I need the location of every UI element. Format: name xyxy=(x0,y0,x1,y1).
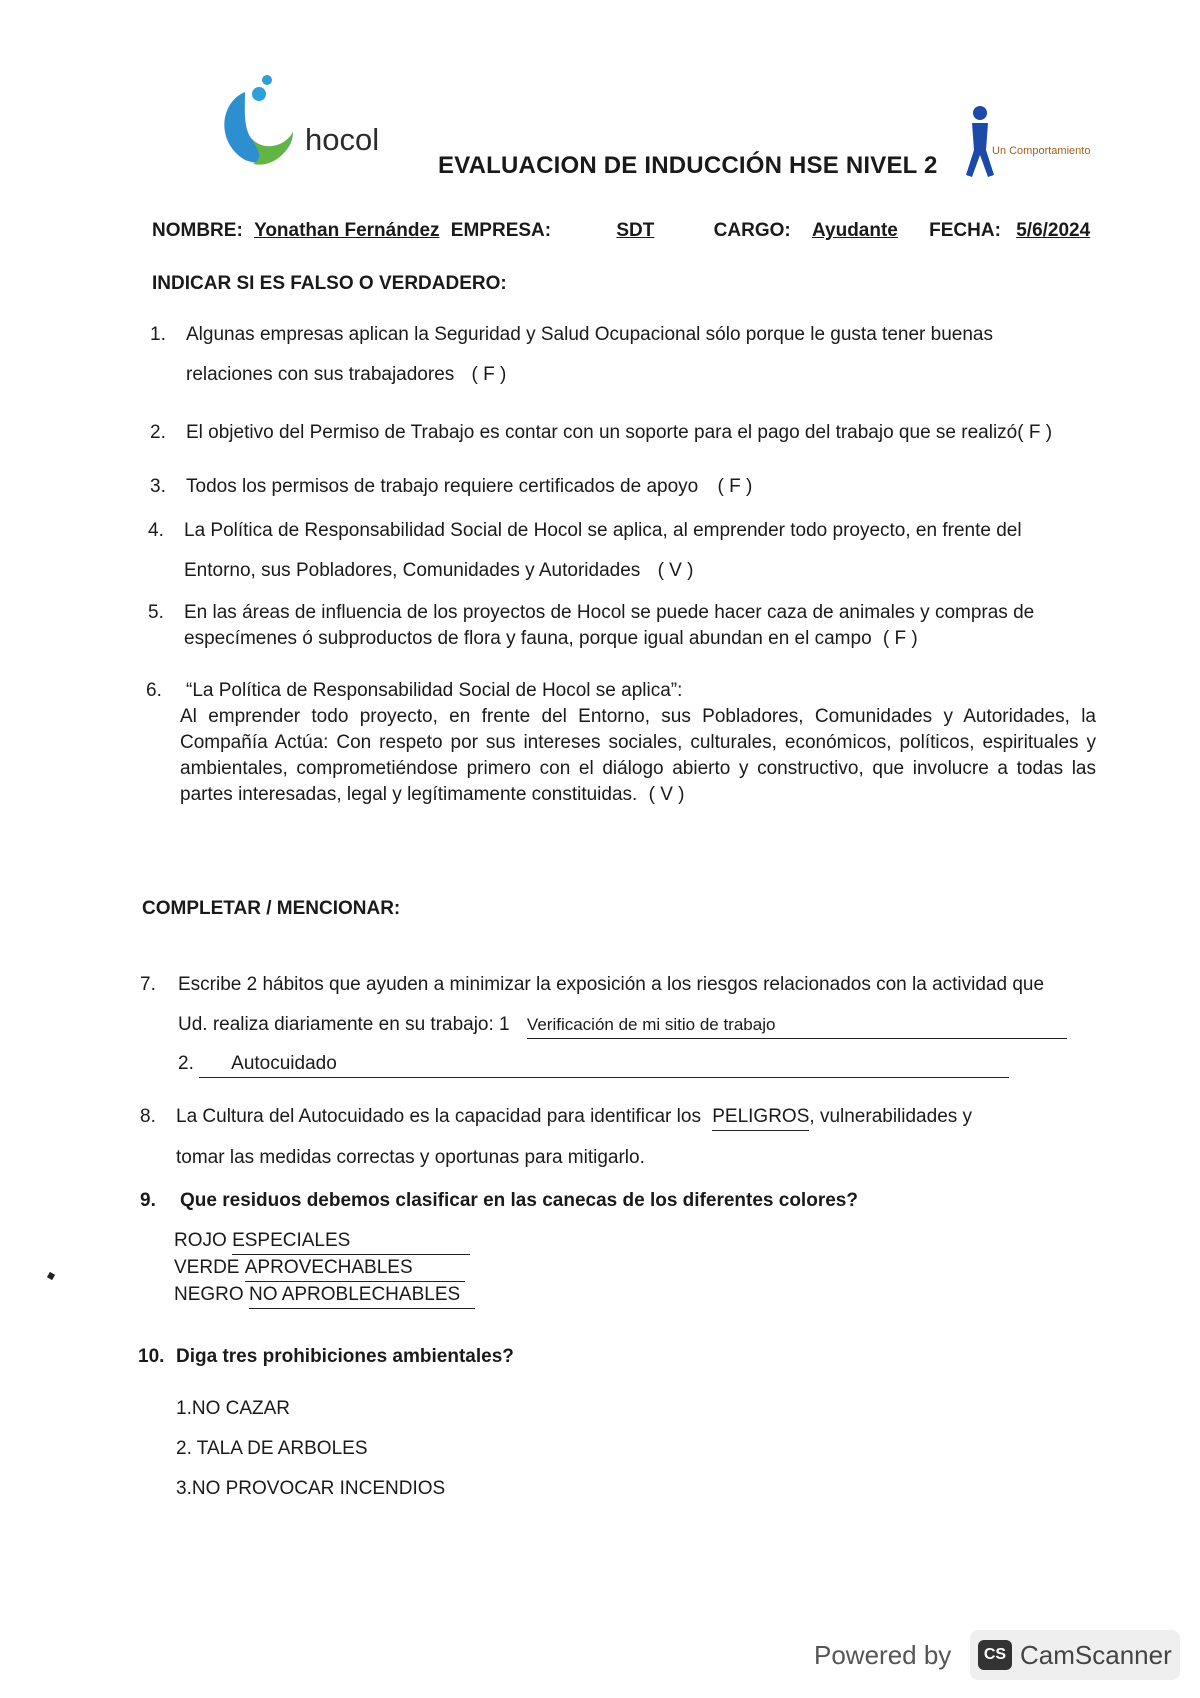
bin-value: NO APROBLECHABLES xyxy=(249,1282,475,1309)
q4-num: 4. xyxy=(148,520,164,541)
q1-line1: Algunas empresas aplican la Seguridad y Salud Ocupacional sólo porque le gusta tener buenas xyxy=(186,324,993,345)
q3-text: Todos los permisos de trabajo requiere certificados de apoyo xyxy=(186,476,699,497)
q6-body: Al emprender todo proyecto, en frente del Entorno, sus Pobladores, Comunidades y Autoridades, la Compañía Actúa: Con respeto por sus intereses sociales, culturales, económicos, políticos, espirituales y ambientales, comprometiéndose primero con el diálogo abierto y constructivo, que involucre a todas las partes interesadas, legal y legítimamente constituidas. xyxy=(180,706,1096,805)
bin-label: NEGRO xyxy=(174,1284,244,1305)
q10-item: 3.NO PROVOCAR INCENDIOS xyxy=(176,1478,446,1499)
q10-item: 2. TALA DE ARBOLES xyxy=(176,1438,368,1459)
question-1 xyxy=(150,322,1080,388)
q7-label2: 2. xyxy=(178,1053,194,1074)
logo-text: hocol xyxy=(305,122,380,157)
question-5 xyxy=(148,600,1088,652)
comportamiento-text: Un Comportamiento xyxy=(992,145,1091,157)
q3-num: 3. xyxy=(150,476,166,497)
q10-item: 1.NO CAZAR xyxy=(176,1398,291,1419)
q8-answer: PELIGROS xyxy=(712,1104,809,1131)
question-6 xyxy=(146,678,1096,808)
q9-text: Que residuos debemos clasificar en las canecas de los diferentes colores? xyxy=(180,1190,858,1211)
q7-num: 7. xyxy=(140,974,156,995)
bin-label: ROJO xyxy=(174,1230,227,1251)
question-2 xyxy=(150,420,1110,446)
q7-answer2: Autocuidado xyxy=(199,1051,1009,1078)
q1-answer: ( F ) xyxy=(471,364,507,385)
q5-num: 5. xyxy=(148,602,164,623)
q5-answer: ( F ) xyxy=(882,628,918,649)
empresa-value: SDT xyxy=(616,220,655,241)
cargo-label: CARGO: xyxy=(713,220,791,241)
q10-num: 10. xyxy=(138,1346,165,1367)
q4-answer: ( V ) xyxy=(657,560,694,581)
info-row xyxy=(152,220,1090,242)
fecha-value: 5/6/2024 xyxy=(1016,220,1091,241)
bin-row-rojo xyxy=(174,1228,1100,1255)
q7-line2: Ud. realiza diariamente en su trabajo: 1 xyxy=(178,1014,510,1035)
q6-num: 6. xyxy=(146,680,162,701)
q7-line1: Escribe 2 hábitos que ayuden a minimizar la exposición a los riesgos relacionados con la actividad que xyxy=(178,974,1045,995)
bin-row-negro xyxy=(174,1282,1100,1309)
nombre-value: Yonathan Fernández xyxy=(254,220,440,241)
empresa-label: EMPRESA: xyxy=(450,220,552,241)
section1-title: INDICAR SI ES FALSO O VERDADERO: xyxy=(152,273,507,294)
bin-value: APROVECHABLES xyxy=(245,1255,465,1282)
q4-line2: Entorno, sus Pobladores, Comunidades y Autoridades xyxy=(184,560,641,581)
bin-value: ESPECIALES xyxy=(232,1228,470,1255)
powered-by: Powered by xyxy=(814,1640,952,1670)
q8-num: 8. xyxy=(140,1106,156,1127)
q1-line2: relaciones con sus trabajadores xyxy=(186,364,455,385)
question-9 xyxy=(140,1188,1100,1309)
q5-line2: especímenes ó subproductos de flora y fauna, porque igual abundan en el campo xyxy=(184,628,872,649)
q8-line1b: , vulnerabilidades y xyxy=(809,1106,973,1127)
q10-text: Diga tres prohibiciones ambientales? xyxy=(176,1346,514,1367)
q5-line1: En las áreas de influencia de los proyectos de Hocol se puede hacer caza de animales y compras de xyxy=(184,602,1035,623)
section2-title: COMPLETAR / MENCIONAR: xyxy=(142,898,401,919)
q4-line1: La Política de Responsabilidad Social de Hocol se aplica, al emprender todo proyecto, en frente del xyxy=(184,520,1022,541)
q7-answer1: Verificación de mi sitio de trabajo xyxy=(527,1012,1067,1039)
hocol-logo xyxy=(215,72,295,172)
q2-answer: ( F ) xyxy=(1017,422,1053,443)
q6-answer: ( V ) xyxy=(648,784,685,805)
q2-num: 2. xyxy=(150,422,166,443)
bin-label: VERDE xyxy=(174,1257,240,1278)
stray-mark xyxy=(47,1272,55,1280)
question-3 xyxy=(150,474,1080,500)
question-8 xyxy=(140,1104,1100,1171)
q6-line1: “La Política de Responsabilidad Social de Hocol se aplica”: xyxy=(186,680,683,701)
q8-line2: tomar las medidas correctas y oportunas para mitigarlo. xyxy=(176,1147,645,1168)
q2-text: El objetivo del Permiso de Trabajo es contar con un soporte para el pago del trabajo que se realizó xyxy=(186,422,1018,443)
q9-num: 9. xyxy=(140,1190,156,1211)
nombre-label: NOMBRE: xyxy=(152,220,243,241)
bin-row-verde xyxy=(174,1255,1100,1282)
question-10 xyxy=(138,1344,1098,1502)
q8-line1a: La Cultura del Autocuidado es la capacidad para identificar los xyxy=(176,1106,701,1127)
question-7 xyxy=(140,972,1100,1078)
q3-answer: ( F ) xyxy=(717,476,753,497)
question-4 xyxy=(148,518,1088,584)
camscanner-brand: CamScanner xyxy=(1020,1640,1172,1670)
camscanner-icon: CS xyxy=(978,1640,1012,1670)
q1-num: 1. xyxy=(150,324,166,345)
page-title: EVALUACION DE INDUCCIÓN HSE NIVEL 2 xyxy=(438,152,938,179)
cargo-value: Ayudante xyxy=(812,220,898,241)
fecha-label: FECHA: xyxy=(929,220,1001,241)
